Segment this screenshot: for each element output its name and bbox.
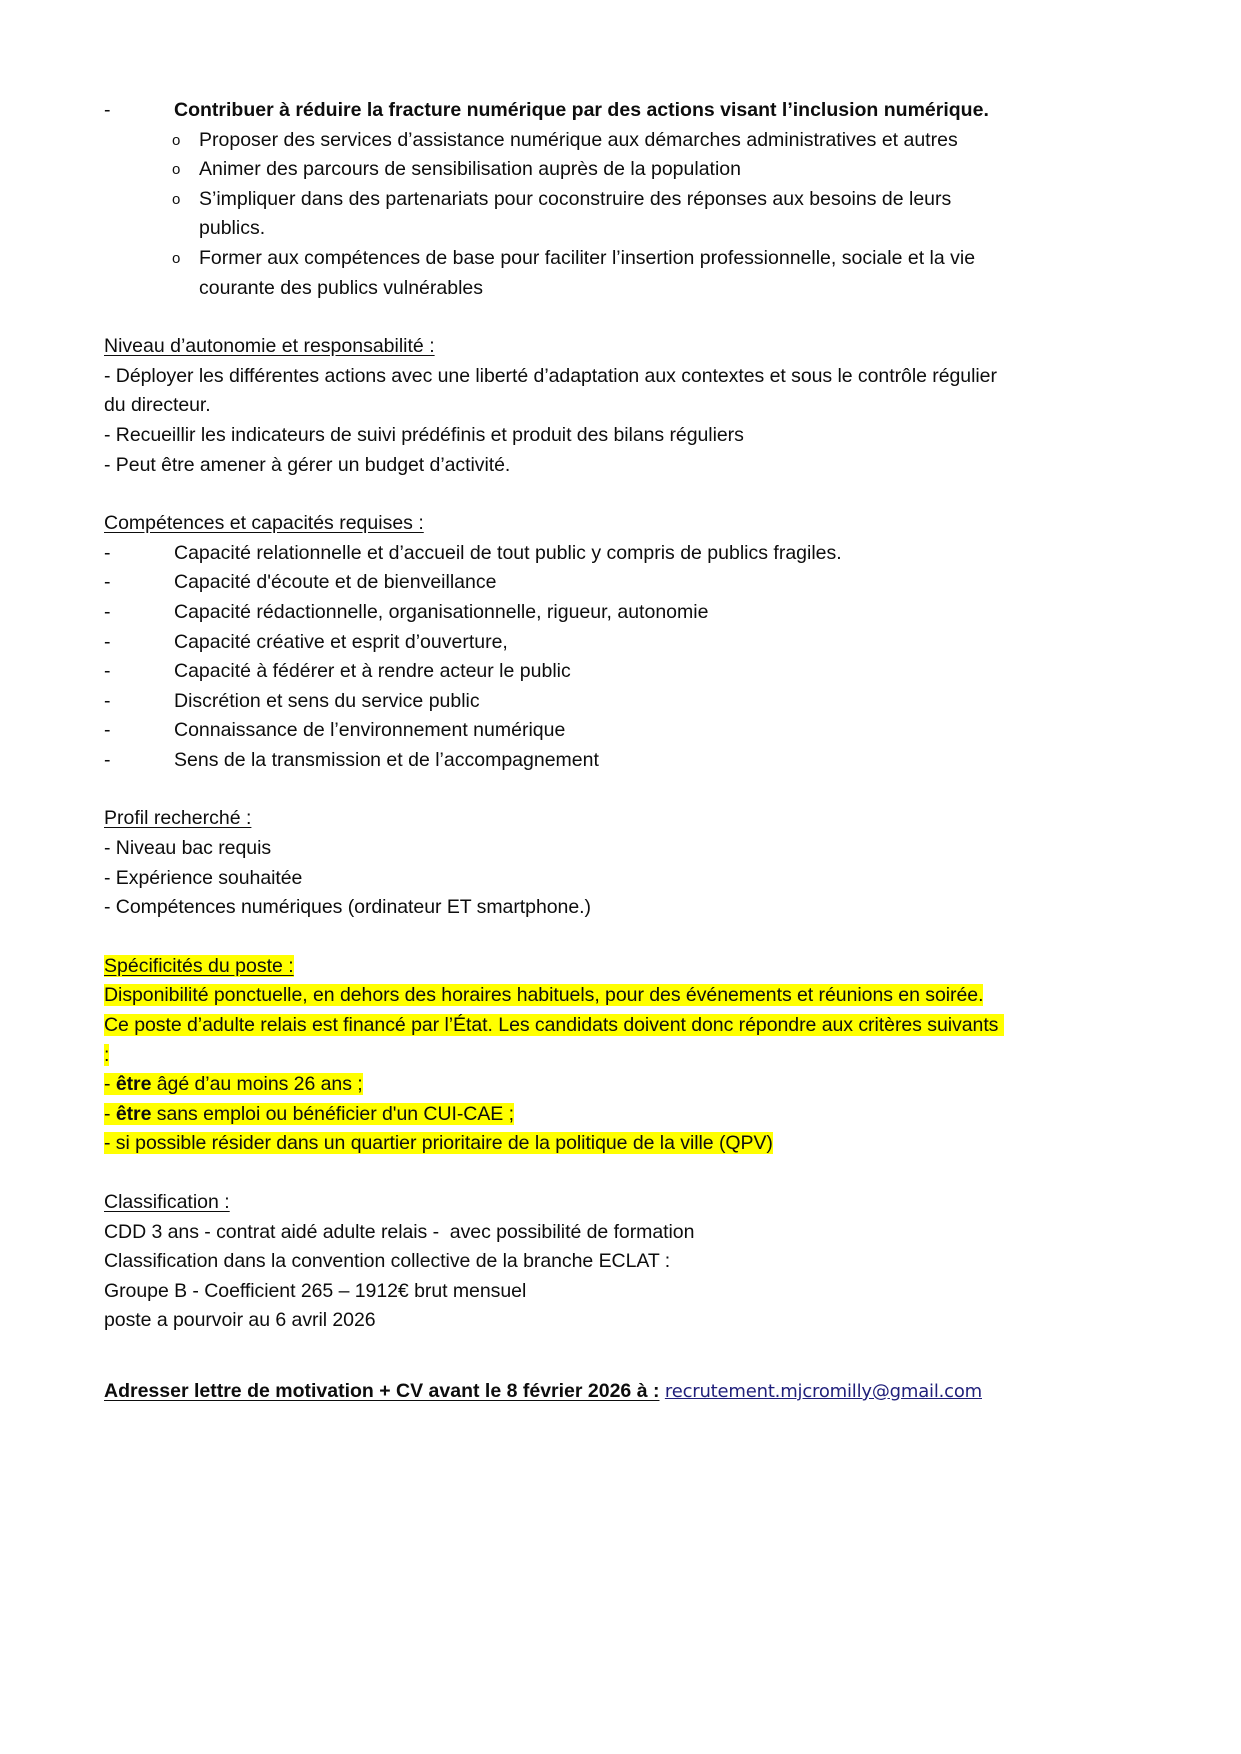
criterion-rest: âgé d’au moins 26 ans ; — [151, 1073, 363, 1096]
competence-item — [104, 687, 1004, 717]
mission-sub-item — [172, 185, 1004, 244]
classification-line: poste a pourvoir au 6 avril 2026 — [104, 1309, 376, 1332]
specificites-criterion — [104, 1129, 1004, 1159]
classification-line: CDD 3 ans - contrat aidé adulte relais - avec possibilité de formation — [104, 1220, 695, 1243]
profil-heading-text: Profil recherché : — [104, 807, 252, 830]
competence-item-text: Capacité relationnelle et d’accueil de tout public y compris de publics fragiles. — [174, 541, 842, 564]
dash-bullet-marker: - — [104, 660, 111, 683]
competences-heading — [104, 509, 1004, 539]
contact-lead-text: Adresser lettre de motivation + CV avant le 8 février 2026 à : — [104, 1379, 660, 1402]
competence-item — [104, 657, 1004, 687]
mission-sub-item — [172, 126, 1004, 156]
criterion-wrap — [104, 1103, 514, 1125]
specificites-line-1 — [104, 981, 1004, 1011]
dash-bullet-marker: - — [104, 719, 111, 742]
dash-bullet-marker: - — [104, 99, 111, 121]
specificites-heading-text: Spécificités du poste : — [104, 954, 294, 977]
specificites-heading — [104, 952, 1004, 982]
classification-heading — [104, 1188, 1004, 1218]
autonomie-heading — [104, 332, 1004, 362]
mission-sub-item-text: Animer des parcours de sensibilisation auprès de la population — [199, 158, 741, 181]
mission-sub-item-text: S’impliquer dans des partenariats pour coconstruire des réponses aux besoins de leurs publics. — [199, 187, 952, 240]
criterion-wrap — [104, 1073, 363, 1095]
mission-sub-item — [172, 155, 1004, 185]
competence-item — [104, 539, 1004, 569]
criterion-rest: sans emploi ou bénéficier d'un CUI-CAE ; — [151, 1102, 514, 1125]
competence-item-text: Capacité d'écoute et de bienveillance — [174, 571, 497, 594]
autonomie-line: - Déployer les différentes actions avec une liberté d’adaptation aux contextes et sous le contrôle régulier du directeur. — [104, 364, 1003, 417]
circle-bullet-icon: o — [172, 161, 181, 179]
classification-heading-text: Classification : — [104, 1191, 230, 1213]
dash-bullet-marker: - — [104, 748, 111, 771]
competence-item — [104, 568, 1004, 598]
mission-bullet-title: Contribuer à réduire la fracture numérique par des actions visant l’inclusion numérique. — [174, 99, 989, 121]
spacer — [104, 923, 1004, 952]
competence-item — [104, 628, 1004, 658]
mission-sub-item-text: Proposer des services d’assistance numérique aux démarches administratives et autres — [199, 128, 958, 151]
mission-sub-item — [172, 244, 1004, 303]
profil-line: - Niveau bac requis — [104, 837, 272, 860]
classification-line: Groupe B - Coefficient 265 – 1912€ brut mensuel — [104, 1279, 527, 1302]
dash-bullet-marker: - — [104, 571, 111, 594]
spacer — [104, 1366, 1004, 1377]
specificites-line-2-text: Ce poste d’adulte relais est financé par l’État. Les candidats doivent donc répondre aux critères suivants : — [104, 1014, 1004, 1066]
competence-item-text: Capacité créative et esprit d’ouverture, — [174, 630, 508, 653]
circle-bullet-icon: o — [172, 131, 181, 149]
classification-line: Classification dans la convention collective de la branche ECLAT : — [104, 1250, 671, 1273]
autonomie-heading-text: Niveau d’autonomie et responsabilité : — [104, 335, 435, 358]
contact-email-link[interactable]: recrutement.mjcromilly@gmail.com — [664, 1380, 982, 1402]
profil-heading — [104, 804, 1004, 834]
competence-item-text: Discrétion et sens du service public — [174, 689, 480, 712]
autonomie-line: - Recueillir les indicateurs de suivi prédéfinis et produit des bilans réguliers — [104, 423, 744, 446]
mission-bullet-title-row — [104, 96, 1004, 126]
spacer — [104, 480, 1004, 509]
specificites-criterion — [104, 1070, 1004, 1100]
dash-bullet-marker: - — [104, 630, 111, 653]
contact-line — [104, 1377, 1004, 1407]
criterion-wrap — [104, 1132, 773, 1154]
competence-item — [104, 716, 1004, 746]
dash-bullet-marker: - — [104, 600, 111, 623]
criterion-bold: être — [115, 1073, 152, 1096]
spacer — [104, 775, 1004, 804]
dash-bullet-marker: - — [104, 689, 111, 712]
circle-bullet-icon: o — [172, 249, 181, 267]
circle-bullet-icon: o — [172, 190, 181, 208]
spacer — [104, 303, 1004, 332]
criterion-rest: - si possible résider dans un quartier prioritaire de la politique de la ville (QPV) — [104, 1132, 773, 1155]
profil-line: - Compétences numériques (ordinateur ET smartphone.) — [104, 896, 591, 919]
specificites-criterion — [104, 1100, 1004, 1130]
criterion-bold: être — [115, 1102, 152, 1125]
specificites-line-2 — [104, 1011, 1004, 1070]
document-body — [104, 96, 1004, 1407]
spacer — [104, 1159, 1004, 1188]
competences-heading-text: Compétences et capacités requises : — [104, 512, 424, 535]
criterion-prefix: - — [104, 1102, 116, 1125]
competence-item-text: Connaissance de l’environnement numérique — [174, 719, 566, 742]
competence-item-text: Capacité rédactionnelle, organisationnelle, rigueur, autonomie — [174, 600, 709, 623]
spacer — [104, 1336, 1004, 1366]
mission-sub-item-text: Former aux compétences de base pour faciliter l’insertion professionnelle, sociale et la vie courante des publics vulnérables — [199, 246, 976, 299]
competence-item-text: Sens de la transmission et de l’accompagnement — [174, 748, 599, 771]
autonomie-line: - Peut être amener à gérer un budget d’activité. — [104, 453, 511, 476]
competence-item — [104, 746, 1004, 776]
criterion-prefix: - — [104, 1073, 116, 1096]
specificites-line-1-text: Disponibilité ponctuelle, en dehors des horaires habituels, pour des événements et réunions en soirée. — [104, 984, 984, 1007]
competence-item — [104, 598, 1004, 628]
dash-bullet-marker: - — [104, 541, 111, 564]
profil-line: - Expérience souhaitée — [104, 866, 303, 889]
competence-item-text: Capacité à fédérer et à rendre acteur le public — [174, 660, 571, 683]
